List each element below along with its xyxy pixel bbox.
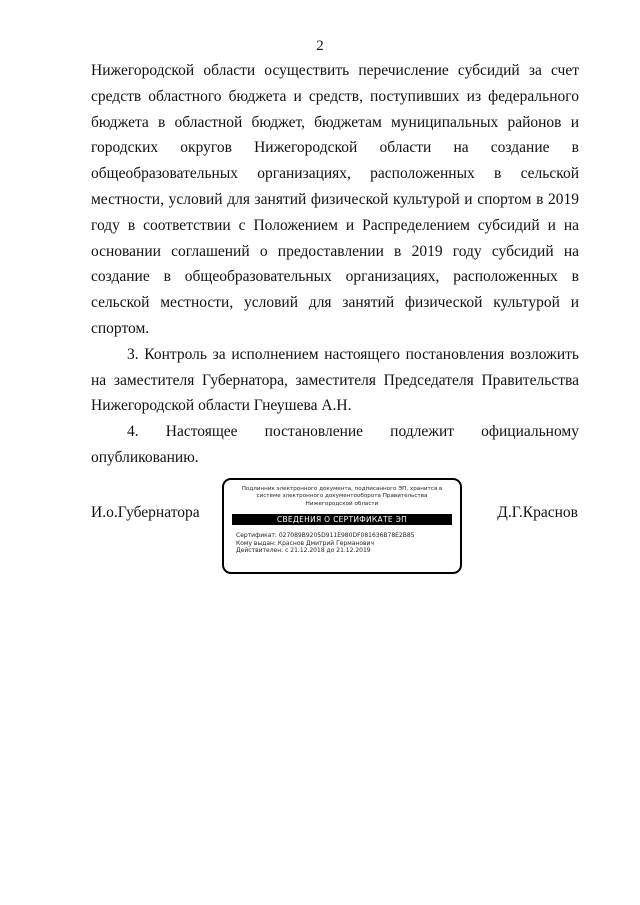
- page-number: 2: [316, 38, 324, 54]
- document-body: [91, 58, 579, 471]
- stamp-header: СВЕДЕНИЯ О СЕРТИФИКАТЕ ЭП: [232, 514, 452, 525]
- paragraph-publication: 4. Настоящее постановление подлежит официальному опубликованию.: [91, 423, 579, 466]
- paragraph-control: 3. Контроль за исполнением настоящего постановления возложить на заместителя Губернатора, заместителя Председателя Правительства Нижегородской области Гнеушева А.Н.: [91, 345, 579, 415]
- signature-block: [0, 478, 640, 578]
- stamp-details: [236, 532, 450, 555]
- signatory-title: И.о.Губернатора: [91, 504, 200, 521]
- stamp-note: Подлинник электронного документа, подписанного ЭП, хранится в системе электронного документооборота Правительства Нижегородской области: [241, 486, 443, 507]
- electronic-signature-stamp: [222, 478, 462, 574]
- stamp-certificate: Сертификат: 027089B9205D911E980DF081636B78E2B85: [236, 532, 415, 540]
- stamp-issued-to: Кому выдан: Краснов Дмитрий Германович: [236, 539, 375, 547]
- signatory-name: Д.Г.Краснов: [497, 504, 578, 521]
- stamp-valid-period: Действителен: с 21.12.2018 до 21.12.2019: [236, 547, 371, 555]
- paragraph-continuation: Нижегородской области осуществить перечисление субсидий за счет средств областного бюджета и средств, поступивших из федерального бюджета в областной бюджет, бюджетам муниципальных районов и городских округов Нижегородской области на создание в общеобразовательных организациях, расположенных в сельской местности, условий для занятий физической культурой и спортом в 2019 году в соответствии с Положением и Распределением субсидий и на основании соглашений о предоставлении в 2019 году субсидий на создание в общеобразовательных организациях, расположенных в сельской местности, условий для занятий физической культурой и спортом.: [91, 62, 579, 337]
